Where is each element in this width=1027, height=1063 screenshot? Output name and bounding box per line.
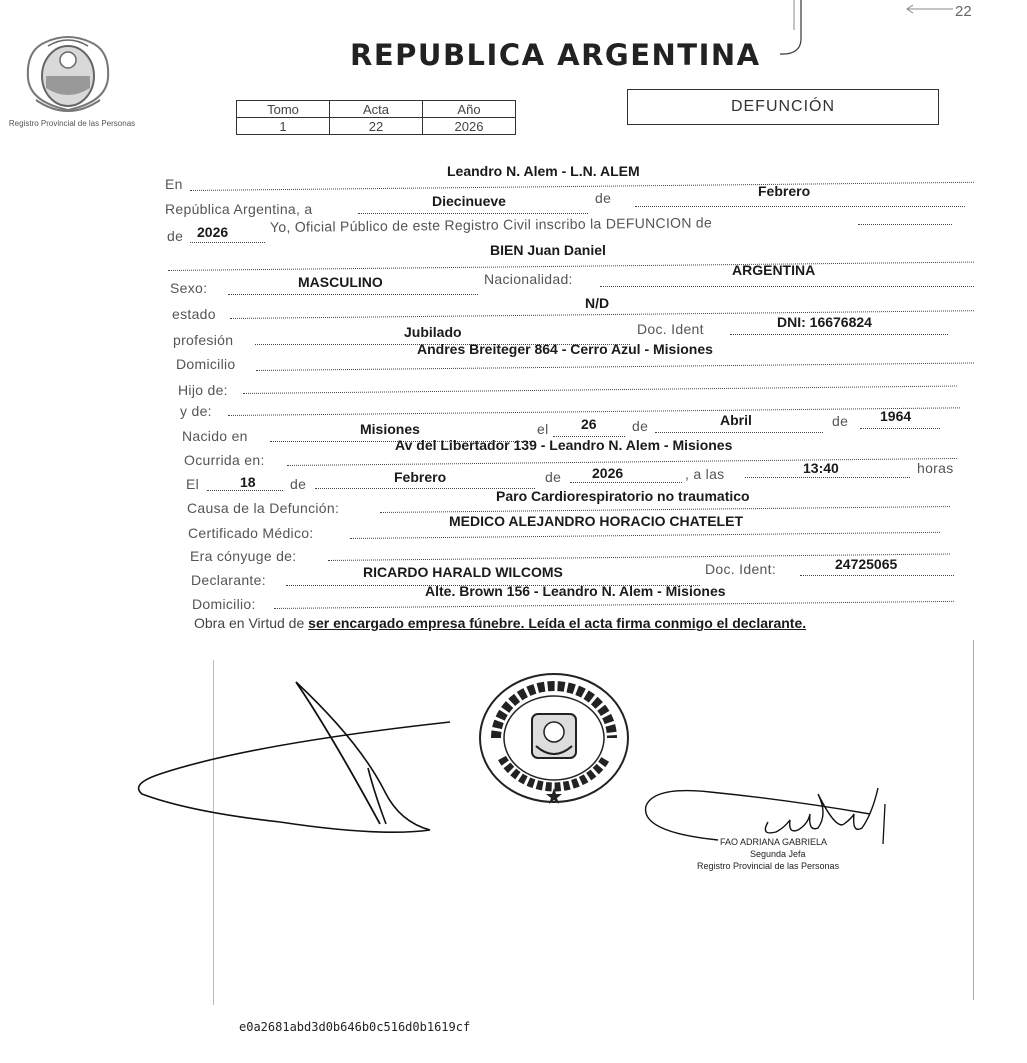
domicilio-value: Andres Breiteger 864 - Cerro Azul - Misiones [417, 341, 713, 357]
official-signature [640, 784, 900, 844]
certificado-label: Certificado Médico: [188, 525, 314, 541]
republica-label: República Argentina, a [165, 201, 313, 217]
el-cap-label: El [186, 476, 200, 492]
declarante-domicilio-line [274, 601, 954, 609]
fallec-dia-line [207, 490, 283, 491]
value-anio: 2026 [423, 118, 516, 135]
nacido-en-label: Nacido en [182, 428, 248, 444]
estado-value: N/D [585, 295, 610, 311]
yo-oficial-label: Yo, Oficial Público de este Registro Civil inscribo la DEFUNCION de [269, 214, 713, 235]
header-tomo: Tomo [237, 101, 330, 118]
mes-line [635, 206, 965, 207]
nacido-en-value: Misiones [360, 421, 420, 437]
dia-letras-value: Diecinueve [432, 193, 506, 209]
causa-label: Causa de la Defunción: [187, 500, 340, 516]
certificado-line [350, 532, 940, 539]
official-office: Registro Provincial de las Personas [697, 861, 840, 871]
page-right-edge [973, 640, 974, 1000]
doc-ident-label-2: Doc. Ident: [705, 561, 777, 577]
declarante-doc-value: 24725065 [835, 556, 898, 572]
obra-value: ser encargado empresa fúnebre. Leída el acta firma conmigo el declarante. [308, 615, 807, 631]
ocurrida-en-label: Ocurrida en: [184, 452, 265, 468]
estado-label: estado [172, 306, 216, 322]
de-label-6: de [545, 469, 562, 485]
hijo-de-line [243, 386, 957, 394]
fallec-mes-value: Febrero [394, 469, 447, 485]
edge-fold-mark [768, 0, 808, 60]
registry-seal-stamp [476, 670, 632, 806]
el-label: el [537, 421, 549, 437]
fallec-anio-line [570, 482, 682, 483]
dni-line [730, 334, 948, 335]
official-name: FAO ADRIANA GABRIELA [720, 837, 828, 847]
domicilio-label: Domicilio [176, 356, 236, 372]
declarante-label: Declarante: [191, 572, 266, 588]
reference-arrow-icon [905, 4, 955, 14]
provincial-coat-of-arms-icon [18, 30, 118, 116]
conyuge-label: Era cónyuge de: [190, 548, 297, 564]
anio-line [190, 242, 265, 243]
y-de-line [228, 407, 960, 416]
fallec-dia-value: 18 [240, 474, 256, 490]
dia-line [358, 213, 588, 214]
record-type-box: DEFUNCIÓN [627, 89, 939, 125]
nacionalidad-line [600, 286, 974, 287]
nacionalidad-label: Nacionalidad: [484, 271, 573, 287]
profesion-label: profesión [173, 332, 234, 348]
de-label-4: de [832, 413, 849, 429]
nombre-line [168, 262, 974, 271]
sexo-value: MASCULINO [298, 274, 383, 290]
fallecido-nombre-value: BIEN Juan Daniel [490, 242, 606, 258]
anio-value: 2026 [197, 224, 229, 240]
document-hash: e0a2681abd3d0b646b0c516d0b1619cf [239, 1020, 471, 1034]
profesion-value: Jubilado [404, 324, 462, 340]
nacido-mes-value: Abril [720, 412, 752, 428]
nacido-dia-value: 26 [581, 416, 597, 432]
header-anio: Año [423, 101, 516, 118]
sexo-line [228, 294, 478, 295]
de-label-3: de [632, 418, 649, 434]
dni-value: DNI: 16676824 [777, 314, 872, 330]
en-label: En [165, 176, 183, 192]
nacido-mes-line [655, 432, 823, 433]
record-table [236, 100, 516, 135]
causa-line [380, 506, 950, 513]
fallec-anio-value: 2026 [592, 465, 624, 481]
certificado-value: MEDICO ALEJANDRO HORACIO CHATELET [449, 513, 743, 529]
declarante-signature [130, 672, 460, 842]
page-title: REPUBLICA ARGENTINA [350, 38, 761, 72]
hora-value: 13:40 [803, 460, 839, 476]
de-label-1: de [595, 190, 612, 206]
causa-value: Paro Cardiorespiratorio no traumatico [496, 488, 750, 504]
mes-value: Febrero [758, 183, 811, 199]
de-label-2: de [167, 228, 184, 244]
nacido-anio-value: 1964 [880, 408, 912, 424]
value-tomo: 1 [237, 118, 330, 135]
declarante-value: RICARDO HARALD WILCOMS [363, 564, 563, 580]
official-role: Segunda Jefa [750, 849, 806, 859]
value-acta: 22 [330, 118, 423, 135]
domicilio-line [256, 362, 974, 371]
domicilio-label-2: Domicilio: [192, 596, 256, 612]
obra-en-virtud [194, 614, 974, 633]
declarante-domicilio-value: Alte. Brown 156 - Leandro N. Alem - Misiones [425, 583, 726, 599]
declarante-doc-line [800, 575, 954, 576]
localidad-value: Leandro N. Alem - L.N. ALEM [447, 163, 640, 179]
obra-label: Obra en Virtud de [194, 615, 305, 631]
doc-ident-label: Doc. Ident [637, 321, 704, 337]
y-de-label: y de: [180, 403, 212, 419]
hijo-de-label: Hijo de: [178, 382, 228, 398]
localidad-line [190, 182, 974, 191]
horas-label: horas [917, 460, 954, 476]
page-reference: 22 [955, 3, 972, 20]
a-las-label: , a las [685, 466, 725, 482]
header-acta: Acta [330, 101, 423, 118]
ocurrida-en-value: Av del Libertador 139 - Leandro N. Alem - Misiones [395, 437, 733, 453]
nacido-anio-line [860, 428, 940, 429]
de-label-5: de [290, 476, 307, 492]
sexo-label: Sexo: [170, 280, 208, 296]
registry-label: Registro Provincial de las Personas [8, 119, 136, 128]
hora-line [745, 477, 910, 478]
nacionalidad-value: ARGENTINA [732, 262, 816, 278]
yo-oficial-line [858, 224, 952, 225]
